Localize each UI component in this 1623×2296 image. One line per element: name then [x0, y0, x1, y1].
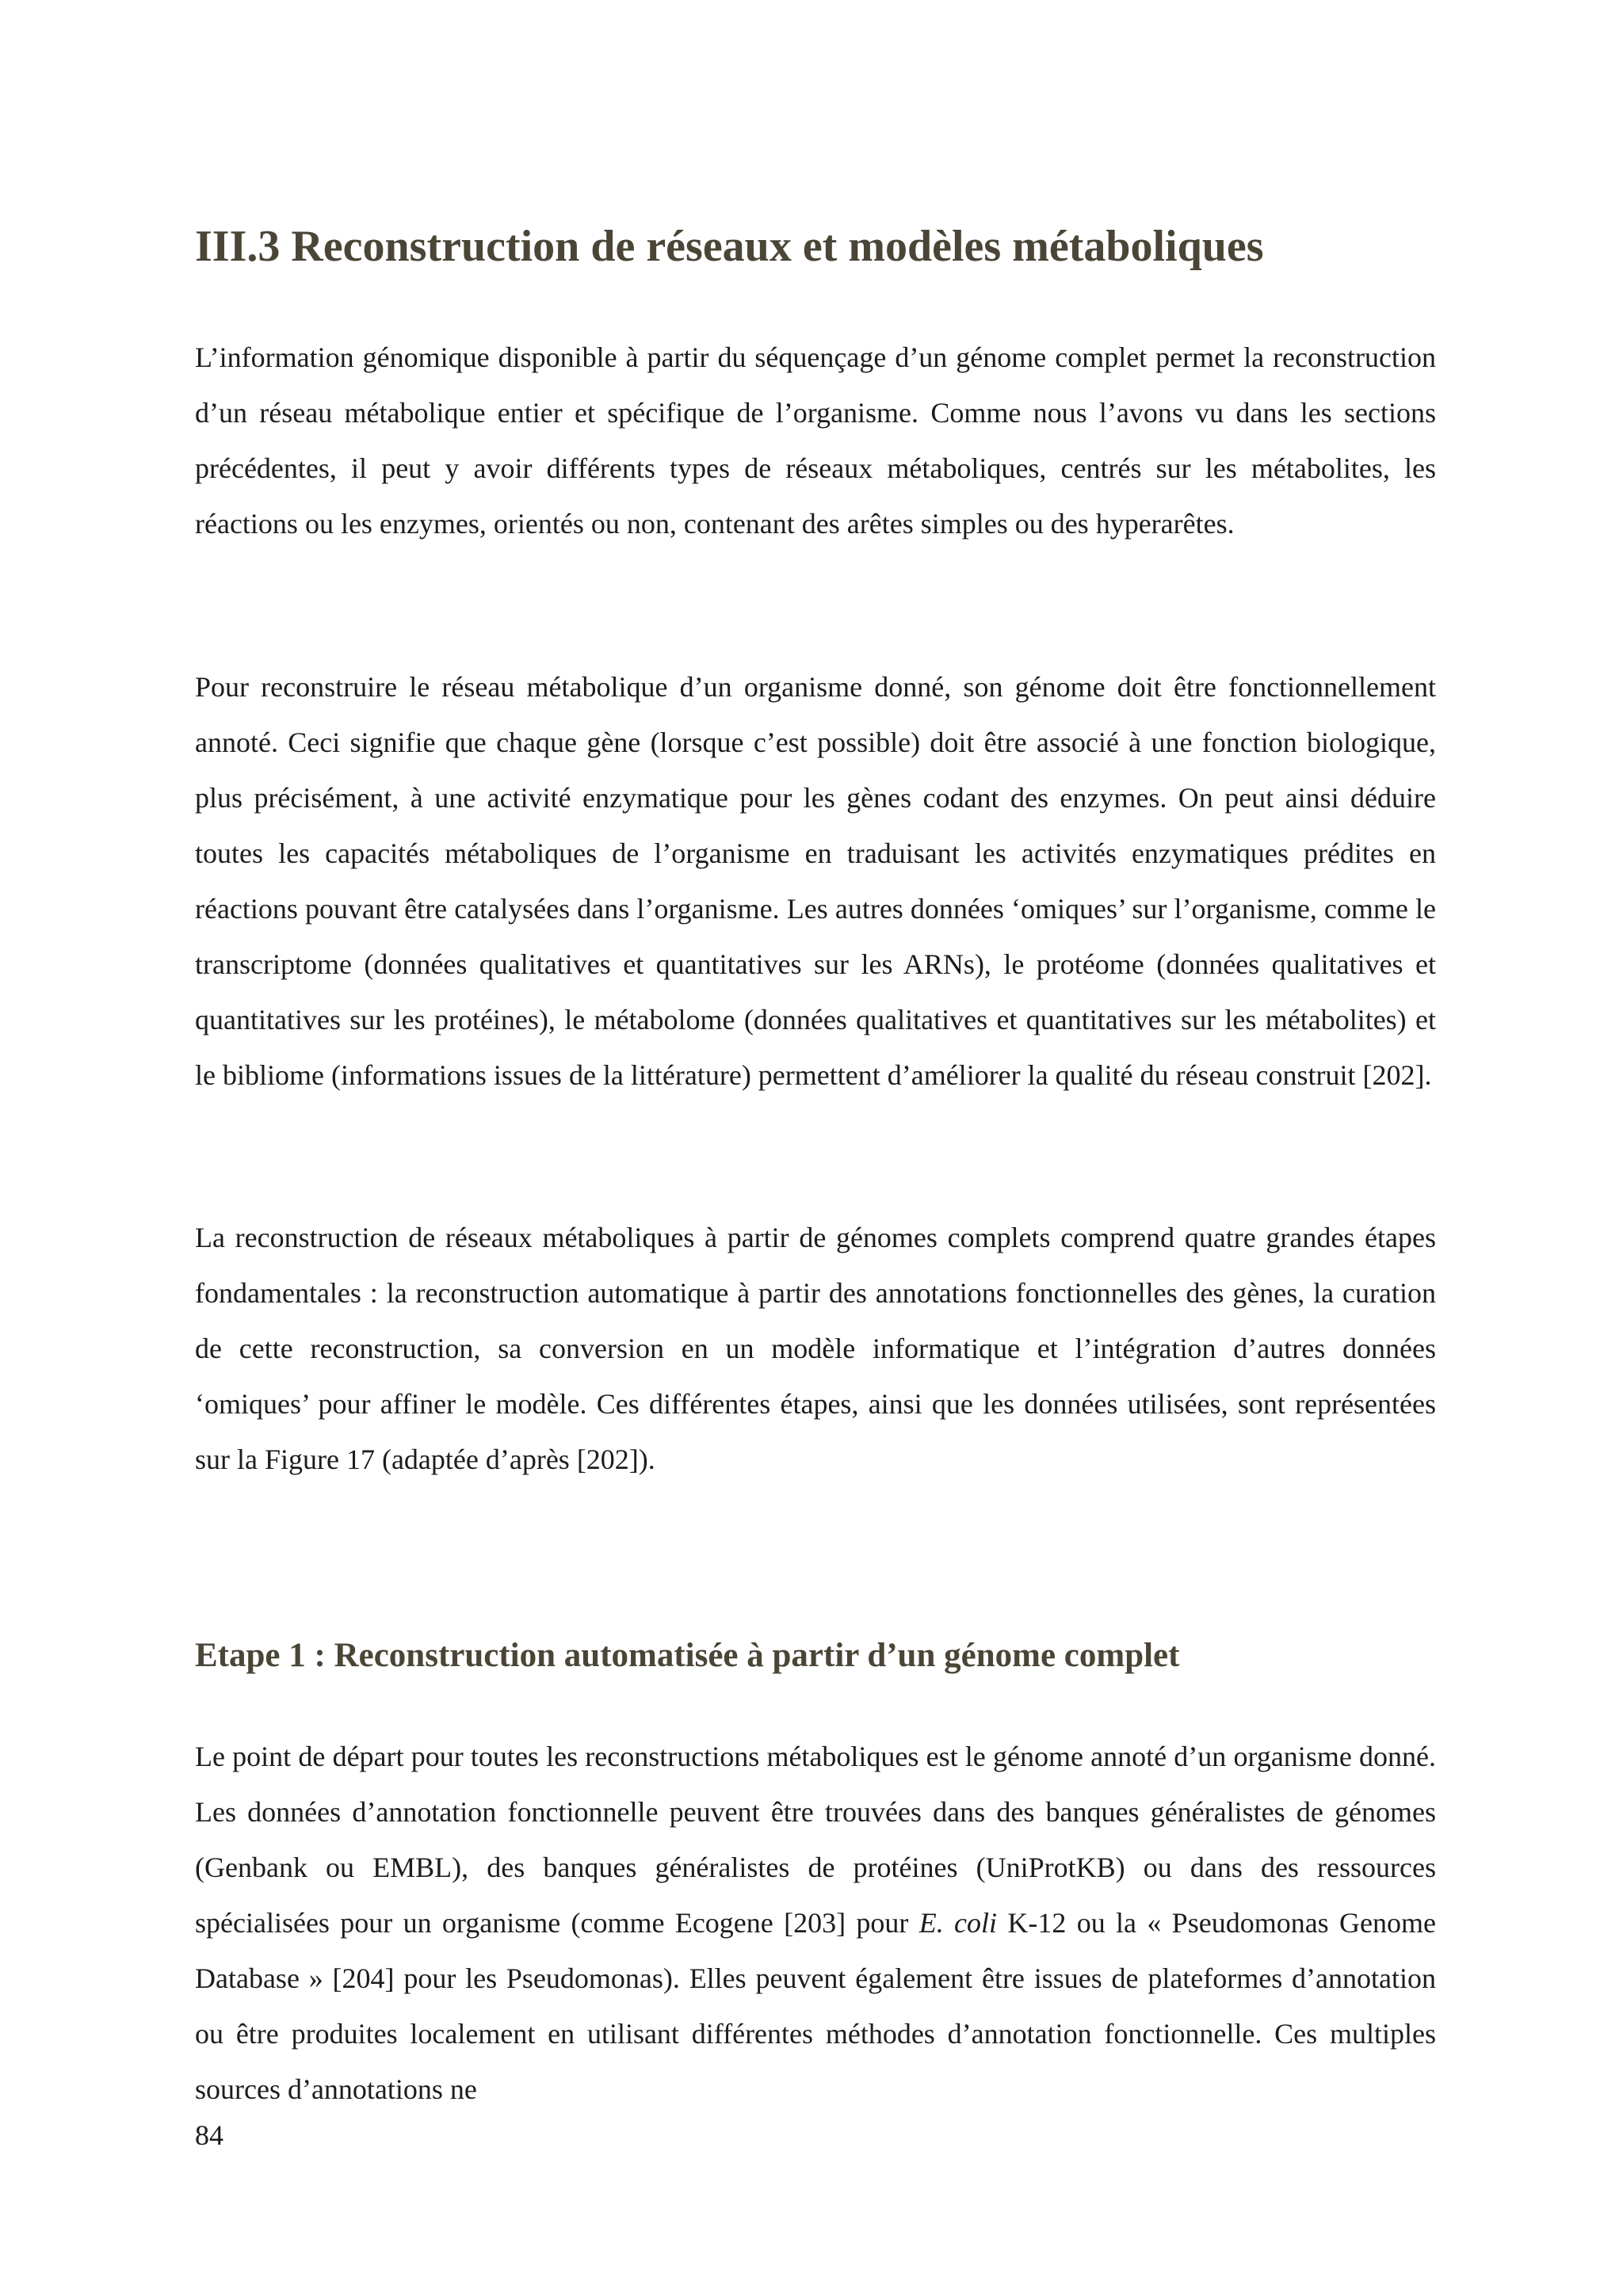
paragraph-2: Pour reconstruire le réseau métabolique d’un organisme donné, son génome doit être fonctionnellement annoté. Ceci signifie que chaque gène (lorsque c’est possible) doit être associé à une fonction biologique, plus précisément, à une activité enzymatique pour les gènes codant des enzymes. On peut ainsi déduire toutes les capacités métaboliques de l’organisme en traduisant les activités enzymatiques prédites en réactions pouvant être catalysées dans l’organisme. Les autres données ‘omiques’ sur l’organisme, comme le transcriptome (données qualitatives et quantitatives sur les ARNs), le protéome (données qualitatives et quantitatives sur les protéines), le métabolome (données qualitatives et quantitatives sur les métabolites) et le bibliome (informations issues de la littérature) permettent d’améliorer la qualité du réseau construit [202]. — [195, 671, 1436, 1091]
species-name-italic: E. coli — [918, 1907, 998, 1939]
paragraph-4-text-end: K-12 ou la « Pseudomonas Genome Database » [204] pour les Pseudomonas). Elles peuvent également être issues de plateformes d’annotation ou être produites localement en utilisant différentes méthodes d’annotation fonctionnelle. Ces multiples sources d’annotations ne — [195, 1907, 1436, 2105]
paragraph-4 — [195, 1729, 1436, 2117]
paragraph-4-text-start: Le point de départ pour toutes les reconstructions métaboliques est le génome annoté d’un organisme donné. Les données d’annotation fonctionnelle peuvent être trouvées dans des banques généralistes de génomes (Genbank ou EMBL), des banques généralistes de protéines (UniProtKB) ou dans des ressources spécialisées pour un organisme (comme Ecogene [203] pour — [195, 1741, 1436, 1939]
paragraph-1: L’information génomique disponible à partir du séquençage d’un génome complet permet la reconstruction d’un réseau métabolique entier et spécifique de l’organisme. Comme nous l’avons vu dans les sections précédentes, il peut y avoir différents types de réseaux métaboliques, centrés sur les métabolites, les réactions ou les enzymes, orientés ou non, contenant des arêtes simples ou des hyperarêtes. — [195, 341, 1436, 540]
section-heading: III.3 Reconstruction de réseaux et modèles métaboliques — [195, 222, 1264, 271]
page-number: 84 — [195, 2119, 223, 2151]
subsection-heading: Etape 1 : Reconstruction automatisée à partir d’un génome complet — [195, 1637, 1180, 1674]
paragraph-3: La reconstruction de réseaux métaboliques à partir de génomes complets comprend quatre grandes étapes fondamentales : la reconstruction automatique à partir des annotations fonctionnelles des gènes, la curation de cette reconstruction, sa conversion en un modèle informatique et l’intégration d’autres données ‘omiques’ pour affiner le modèle. Ces différentes étapes, ainsi que les données utilisées, sont représentées sur la Figure 17 (adaptée d’après [202]). — [195, 1222, 1436, 1475]
